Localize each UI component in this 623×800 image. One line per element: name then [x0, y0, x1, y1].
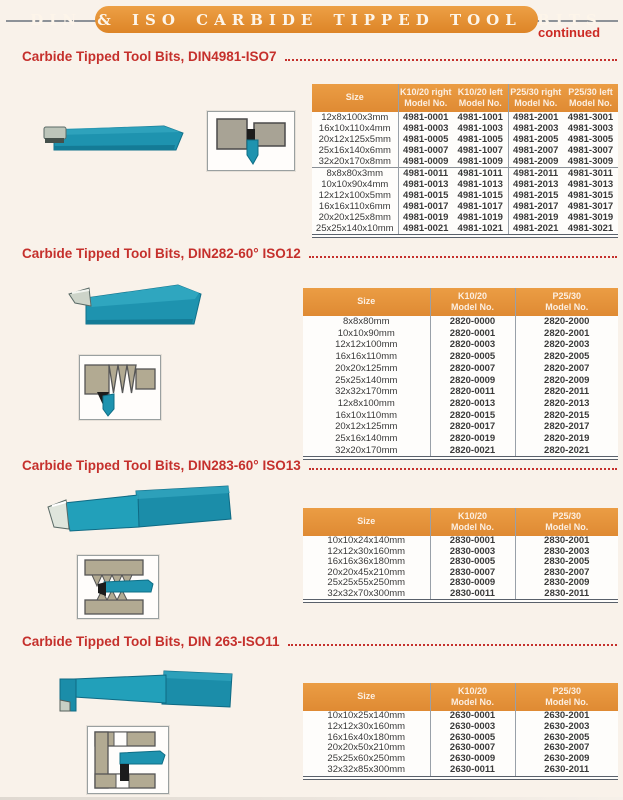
- model-no-cell: 4981-1021: [453, 223, 508, 236]
- table-row: [312, 134, 618, 145]
- section-title-text: Carbide Tipped Tool Bits, DIN4981-ISO7: [22, 49, 277, 64]
- model-no-cell: 4981-3001: [567, 112, 614, 123]
- model-no-cell: 4981-2009: [513, 156, 559, 167]
- diagram-box-din263: [87, 726, 169, 794]
- model-no-cell: 2830-2001: [544, 535, 590, 546]
- model-no-cell: 4981-3005: [567, 134, 614, 145]
- model-no-cell: 4981-3017: [567, 201, 614, 212]
- section-title-din283: [22, 457, 617, 473]
- model-no-cell: 4981-1005: [453, 134, 508, 145]
- table-row: [303, 375, 618, 387]
- table-row: [303, 363, 618, 375]
- model-no-cell: 4981-0001: [403, 112, 449, 123]
- section-title-text: Carbide Tipped Tool Bits, DIN 263-ISO11: [22, 634, 280, 649]
- table-row: [312, 145, 618, 156]
- model-no-cell: 2630-0001: [430, 711, 515, 722]
- table-row: [303, 765, 618, 778]
- model-no-cell: 2820-0011: [430, 386, 515, 398]
- column-header: P25/30 right Model No.: [508, 84, 563, 112]
- model-no-cell: 4981-1009: [453, 156, 508, 168]
- model-no-cell: 4981-2021: [513, 223, 559, 234]
- model-no-cell: 2630-0003: [430, 722, 515, 733]
- size-cell: 16x16x110mm: [303, 351, 430, 363]
- column-header: P25/30 Model No.: [515, 683, 618, 711]
- diagram-box-din4981: [207, 111, 295, 171]
- spec-table-din283: [303, 508, 618, 603]
- model-no-cell: 2820-2021: [544, 444, 590, 456]
- table-header-row: [303, 288, 618, 316]
- tool-illustration-din282: [62, 281, 204, 334]
- model-no-cell: 4981-0007: [403, 145, 449, 156]
- size-cell: 32x20x170mm: [303, 445, 430, 459]
- tool-illustration-din283: [32, 483, 232, 544]
- table-row: [303, 410, 618, 422]
- pointed-threading-tool-icon: [62, 281, 204, 329]
- spec-table-din282: [303, 288, 618, 460]
- model-no-cell: 4981-2019: [513, 212, 559, 223]
- model-no-cell: 2820-0007: [430, 363, 515, 375]
- model-no-cell: 2630-0011: [430, 765, 515, 778]
- model-no-cell: 2830-2007: [544, 566, 590, 578]
- model-no-cell: 4981-1007: [453, 145, 508, 156]
- table-row: [303, 386, 618, 398]
- table-row: [303, 339, 618, 351]
- table-row: [312, 190, 618, 201]
- model-no-cell: 4981-3007: [567, 145, 614, 156]
- spec-table: [303, 288, 618, 460]
- diagram-box-din283: [77, 555, 159, 619]
- column-header: K10/20 left Model No.: [453, 84, 508, 112]
- table-row: [312, 168, 618, 180]
- size-cell: 12x8x100x3mm: [312, 112, 398, 123]
- model-no-cell: 2820-0017: [430, 421, 515, 433]
- shoulder-facing-diagram-icon: [208, 112, 294, 170]
- model-no-cell: 4981-1017: [453, 201, 508, 212]
- model-no-cell: 2630-0005: [430, 733, 515, 744]
- table-row: [303, 722, 618, 733]
- size-cell: 25x16x140x6mm: [312, 145, 398, 156]
- tool-illustration-din263: [46, 665, 236, 720]
- column-header: K10/20 right Model No.: [398, 84, 453, 112]
- table-row: [303, 351, 618, 363]
- model-no-cell: 4981-2011: [508, 168, 563, 180]
- size-cell: 16x16x40x180mm: [303, 733, 430, 744]
- model-no-cell: 2820-2000: [544, 316, 590, 327]
- model-no-cell: 2630-0009: [430, 754, 515, 765]
- size-cell: 8x8x80x3mm: [312, 168, 398, 180]
- size-cell: 20x20x125mm: [303, 363, 430, 375]
- size-cell: 32x32x85x300mm: [303, 765, 430, 778]
- column-header: P25/30 Model No.: [515, 288, 618, 316]
- table-row: [312, 179, 618, 190]
- model-no-cell: 2630-2003: [544, 720, 590, 732]
- model-no-cell: 4981-1019: [453, 212, 508, 223]
- model-no-cell: 2820-2003: [544, 339, 590, 351]
- size-cell: 16x10x110x4mm: [312, 123, 398, 134]
- size-cell: 12x12x100x5mm: [312, 190, 398, 201]
- model-no-cell: 4981-1003: [453, 123, 508, 134]
- model-no-cell: 4981-3009: [567, 156, 614, 167]
- model-no-cell: 2630-2009: [544, 753, 590, 765]
- spec-table: [312, 84, 618, 238]
- model-no-cell: 2830-2003: [544, 545, 590, 557]
- size-cell: 10x10x25x140mm: [303, 711, 430, 722]
- size-cell: 16x16x110x6mm: [312, 201, 398, 212]
- model-no-cell: 2820-0021: [430, 445, 515, 459]
- size-cell: 25x16x140mm: [303, 433, 430, 445]
- table-row: [303, 398, 618, 410]
- model-no-cell: 4981-3013: [567, 179, 614, 190]
- size-cell: 20x12x125x5mm: [312, 134, 398, 145]
- spec-table-din4981: [312, 84, 618, 238]
- model-no-cell: 4981-2015: [513, 190, 559, 201]
- tool-illustration-din4981: [38, 120, 188, 161]
- column-header: K10/20 Model No.: [430, 508, 515, 536]
- model-no-cell: 4981-3019: [567, 212, 614, 223]
- table-row: [303, 578, 618, 589]
- table-row: [303, 536, 618, 547]
- model-no-cell: 4981-2003: [513, 123, 559, 134]
- model-no-cell: 4981-0005: [403, 134, 449, 145]
- size-cell: 20x20x45x210mm: [303, 568, 430, 579]
- model-no-cell: 2820-0019: [430, 433, 515, 445]
- continued-label: continued: [538, 25, 601, 40]
- table-header-row: [303, 508, 618, 536]
- model-no-cell: 2630-2007: [544, 742, 590, 754]
- section-title-text: Carbide Tipped Tool Bits, DIN282-60° ISO12: [22, 246, 301, 261]
- dotted-leader: [309, 245, 617, 258]
- model-no-cell: 4981-0021: [403, 223, 449, 234]
- dotted-leader: [285, 48, 617, 61]
- model-no-cell: 2830-0001: [430, 536, 515, 547]
- model-no-cell: 2820-2009: [544, 374, 590, 386]
- size-cell: 12x12x30x160mm: [303, 722, 430, 733]
- column-header: Size: [303, 508, 430, 536]
- model-no-cell: 2820-0009: [430, 375, 515, 387]
- model-no-cell: 2820-2001: [544, 327, 590, 339]
- table-row: [312, 112, 618, 123]
- size-cell: 25x25x140x10mm: [312, 223, 398, 236]
- column-header: Size: [312, 84, 398, 112]
- table-row: [303, 589, 618, 602]
- model-no-cell: 2830-0011: [430, 589, 515, 602]
- table-header-row: [303, 683, 618, 711]
- column-header: Size: [303, 683, 430, 711]
- page-title: DIN & ISO CARBIDE TIPPED TOOL BITS: [30, 10, 603, 29]
- internal-grooving-hook-tool-icon: [46, 665, 236, 715]
- size-cell: 12x12x100mm: [303, 339, 430, 351]
- internal-thread-cutting-diagram-icon: [78, 556, 158, 618]
- section-title-din4981: [22, 48, 617, 64]
- table-row: [303, 433, 618, 445]
- model-no-cell: 2820-0015: [430, 410, 515, 422]
- model-no-cell: 4981-2013: [513, 179, 559, 190]
- model-no-cell: 2830-2009: [544, 577, 590, 588]
- size-cell: 16x16x36x180mm: [303, 557, 430, 568]
- table-row: [312, 156, 618, 168]
- model-no-cell: 2820-2017: [544, 421, 590, 433]
- model-no-cell: 2820-2015: [544, 409, 590, 421]
- model-no-cell: 4981-0011: [398, 168, 453, 180]
- model-no-cell: 2820-0000: [430, 316, 515, 328]
- spec-table: [303, 508, 618, 603]
- model-no-cell: 2820-2005: [544, 351, 590, 363]
- model-no-cell: 2630-2005: [544, 731, 590, 743]
- external-thread-cutting-diagram-icon: [80, 356, 160, 419]
- model-no-cell: 2820-2019: [544, 433, 590, 445]
- model-no-cell: 2820-2013: [544, 397, 590, 409]
- size-cell: 25x25x55x250mm: [303, 578, 430, 589]
- section-title-text: Carbide Tipped Tool Bits, DIN283-60° ISO13: [22, 458, 301, 473]
- table-header-row: [312, 84, 618, 112]
- column-header: Size: [303, 288, 430, 316]
- table-row: [312, 201, 618, 212]
- table-row: [312, 123, 618, 134]
- model-no-cell: 4981-0013: [403, 179, 449, 190]
- model-no-cell: 4981-2005: [513, 134, 559, 145]
- internal-threading-boring-bar-icon: [32, 483, 232, 539]
- size-cell: 10x10x90mm: [303, 328, 430, 340]
- size-cell: 32x20x170x8mm: [312, 156, 398, 168]
- size-cell: 20x20x50x210mm: [303, 743, 430, 754]
- model-no-cell: 2820-0013: [430, 398, 515, 410]
- model-no-cell: 4981-2001: [513, 112, 559, 123]
- size-cell: 20x12x125mm: [303, 421, 430, 433]
- section-title-din263: [22, 633, 617, 649]
- model-no-cell: 2820-2007: [544, 362, 590, 374]
- model-no-cell: 4981-3021: [567, 223, 614, 234]
- dotted-leader: [288, 633, 617, 646]
- model-no-cell: 2830-0007: [430, 568, 515, 579]
- model-no-cell: 2630-2001: [544, 710, 590, 721]
- model-no-cell: 4981-1013: [453, 179, 508, 190]
- model-no-cell: 4981-1011: [453, 168, 508, 180]
- model-no-cell: 4981-2017: [513, 201, 559, 212]
- size-cell: 10x10x90x4mm: [312, 179, 398, 190]
- model-no-cell: 2830-2011: [544, 587, 590, 599]
- model-no-cell: 4981-0019: [403, 212, 449, 223]
- model-no-cell: 4981-3015: [567, 190, 614, 201]
- model-no-cell: 4981-0009: [403, 156, 449, 167]
- size-cell: 25x25x60x250mm: [303, 754, 430, 765]
- dotted-leader: [309, 457, 617, 470]
- column-header: K10/20 Model No.: [430, 288, 515, 316]
- model-no-cell: 4981-3003: [567, 123, 614, 134]
- column-header: P25/30 Model No.: [515, 508, 618, 536]
- diagram-box-din282: [79, 355, 161, 420]
- size-cell: 16x10x110mm: [303, 410, 430, 422]
- model-no-cell: 2630-2011: [544, 763, 590, 775]
- size-cell: 8x8x80mm: [303, 316, 430, 328]
- model-no-cell: 2820-2011: [544, 386, 590, 398]
- internal-groove-cutting-diagram-icon: [88, 727, 168, 793]
- model-no-cell: 2830-0009: [430, 578, 515, 589]
- model-no-cell: 4981-1015: [453, 190, 508, 201]
- model-no-cell: 2820-0005: [430, 351, 515, 363]
- table-row: [303, 328, 618, 340]
- table-row: [312, 212, 618, 223]
- model-no-cell: 2830-0005: [430, 557, 515, 568]
- size-cell: 32x32x70x300mm: [303, 589, 430, 602]
- table-row: [303, 557, 618, 568]
- table-row: [303, 421, 618, 433]
- table-row: [312, 223, 618, 236]
- model-no-cell: 2830-0003: [430, 547, 515, 558]
- size-cell: 32x32x170mm: [303, 386, 430, 398]
- size-cell: 20x20x125x8mm: [312, 212, 398, 223]
- model-no-cell: 2820-0001: [430, 328, 515, 340]
- model-no-cell: 2630-0007: [430, 743, 515, 754]
- table-row: [303, 316, 618, 328]
- spec-table-din263: [303, 683, 618, 780]
- size-cell: 10x10x24x140mm: [303, 536, 430, 547]
- size-cell: 12x8x100mm: [303, 398, 430, 410]
- model-no-cell: 4981-1001: [453, 112, 508, 123]
- section-title-din282: [22, 245, 617, 261]
- size-cell: 25x25x140mm: [303, 375, 430, 387]
- model-no-cell: 4981-0017: [403, 201, 449, 212]
- model-no-cell: 4981-3011: [563, 168, 618, 180]
- size-cell: 12x12x30x160mm: [303, 547, 430, 558]
- column-header: P25/30 left Model No.: [563, 84, 618, 112]
- model-no-cell: 2820-0003: [430, 339, 515, 351]
- model-no-cell: 4981-2007: [513, 145, 559, 156]
- column-header: K10/20 Model No.: [430, 683, 515, 711]
- model-no-cell: 4981-0003: [403, 123, 449, 134]
- offset-turning-tool-icon: [38, 120, 188, 156]
- spec-table: [303, 683, 618, 780]
- model-no-cell: 2830-2005: [544, 556, 590, 567]
- model-no-cell: 4981-0015: [403, 190, 449, 201]
